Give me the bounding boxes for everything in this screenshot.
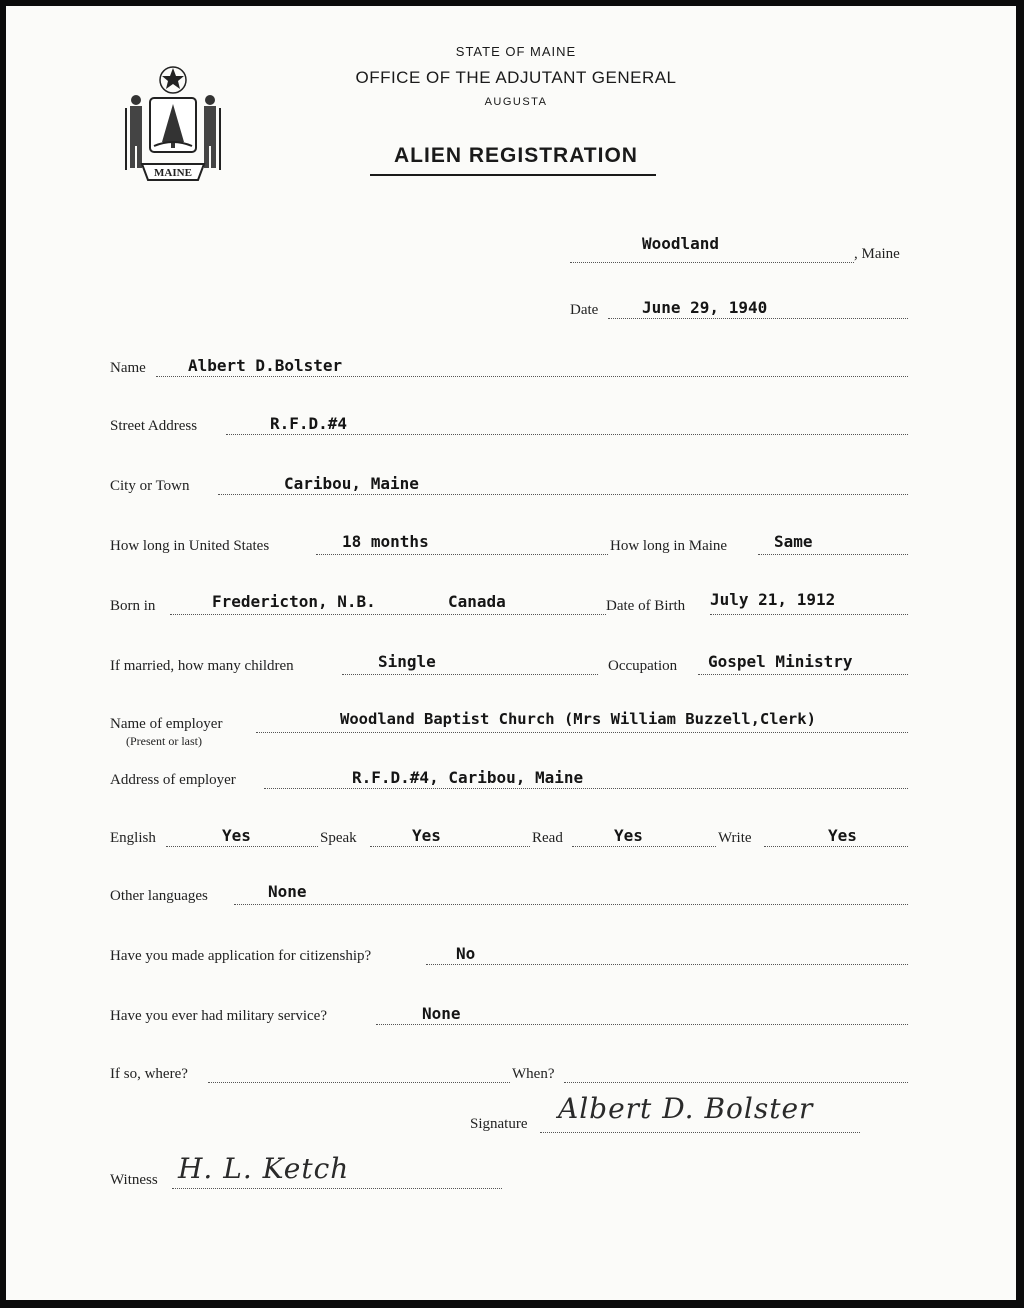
other-languages-value[interactable]: None [268, 882, 307, 901]
maine-label: , Maine [854, 246, 900, 262]
born-label: Born in [110, 598, 156, 614]
name-label: Name [110, 360, 146, 376]
children-line [342, 674, 598, 675]
name-line [156, 376, 908, 377]
write-value[interactable]: Yes [828, 826, 857, 845]
born-country-value[interactable]: Canada [448, 592, 506, 611]
witness-label: Witness [110, 1172, 158, 1188]
military-value[interactable]: None [422, 1004, 461, 1023]
when-label: When? [512, 1066, 555, 1082]
signature-line [540, 1132, 860, 1133]
signature-value: Albert D. Bolster [558, 1092, 814, 1125]
how-long-us-label: How long in United States [110, 538, 270, 554]
dob-value[interactable]: July 21, 1912 [710, 590, 836, 609]
employer-address-value[interactable]: R.F.D.#4, Caribou, Maine [352, 768, 584, 787]
when-line [564, 1082, 908, 1083]
date-line [608, 318, 908, 319]
how-long-us-value[interactable]: 18 months [342, 532, 429, 551]
speak-line [370, 846, 530, 847]
street-line [226, 434, 908, 435]
how-long-me-line [758, 554, 908, 555]
occupation-value[interactable]: Gospel Ministry [708, 652, 853, 671]
other-languages-label: Other languages [110, 888, 208, 904]
citizenship-line [426, 964, 908, 965]
where-label: If so, where? [110, 1066, 188, 1082]
other-languages-line [234, 904, 908, 905]
town-value[interactable]: Woodland [642, 234, 720, 253]
witness-signature: H. L. Ketch [178, 1152, 350, 1185]
city-heading: AUGUSTA [484, 96, 548, 108]
born-line [170, 614, 606, 615]
street-value[interactable]: R.F.D.#4 [270, 414, 348, 433]
born-place-value[interactable]: Fredericton, N.B. [212, 592, 376, 611]
military-label: Have you ever had military service? [110, 1008, 327, 1024]
title-underline [370, 174, 656, 176]
employer-address-line [264, 788, 908, 789]
registration-form [6, 6, 1016, 1300]
state-heading: STATE OF MAINE [455, 44, 577, 59]
occupation-label: Occupation [608, 658, 678, 674]
how-long-us-line [316, 554, 608, 555]
read-line [572, 846, 716, 847]
city-value[interactable]: Caribou, Maine [284, 474, 419, 493]
form-title: ALIEN REGISTRATION [394, 144, 638, 167]
military-line [376, 1024, 908, 1025]
english-line [166, 846, 318, 847]
english-value[interactable]: Yes [222, 826, 251, 845]
name-value[interactable]: Albert D.Bolster [188, 356, 343, 375]
town-line [570, 262, 854, 263]
employer-sublabel: (Present or last) [126, 734, 202, 748]
maine-state-seal [118, 60, 228, 186]
signature-label: Signature [470, 1116, 528, 1132]
citizenship-value[interactable]: No [456, 944, 476, 963]
speak-value[interactable]: Yes [412, 826, 441, 845]
where-line [208, 1082, 510, 1083]
seal-banner-text: MAINE [154, 167, 192, 179]
children-value[interactable]: Single [378, 652, 436, 671]
how-long-me-label: How long in Maine [610, 538, 728, 554]
read-label: Read [532, 830, 563, 846]
employer-label: Name of employer [110, 716, 223, 732]
write-line [764, 846, 908, 847]
dob-label: Date of Birth [606, 598, 686, 614]
city-label: City or Town [110, 478, 190, 494]
dob-line [710, 614, 908, 615]
date-label: Date [570, 302, 599, 318]
employer-address-label: Address of employer [110, 772, 236, 788]
office-heading: OFFICE OF THE ADJUTANT GENERAL [355, 68, 677, 87]
date-value[interactable]: June 29, 1940 [642, 298, 768, 317]
citizenship-label: Have you made application for citizenship? [110, 948, 372, 964]
children-label: If married, how many children [110, 658, 294, 674]
employer-value[interactable]: Woodland Baptist Church (Mrs William Buzzell,Clerk) [340, 710, 816, 728]
speak-label: Speak [320, 830, 357, 846]
city-line [218, 494, 908, 495]
employer-line [256, 732, 908, 733]
how-long-me-value[interactable]: Same [774, 532, 813, 551]
occupation-line [698, 674, 908, 675]
write-label: Write [718, 830, 752, 846]
read-value[interactable]: Yes [614, 826, 643, 845]
witness-line [172, 1188, 502, 1189]
english-label: English [110, 830, 156, 846]
street-label: Street Address [110, 418, 198, 434]
